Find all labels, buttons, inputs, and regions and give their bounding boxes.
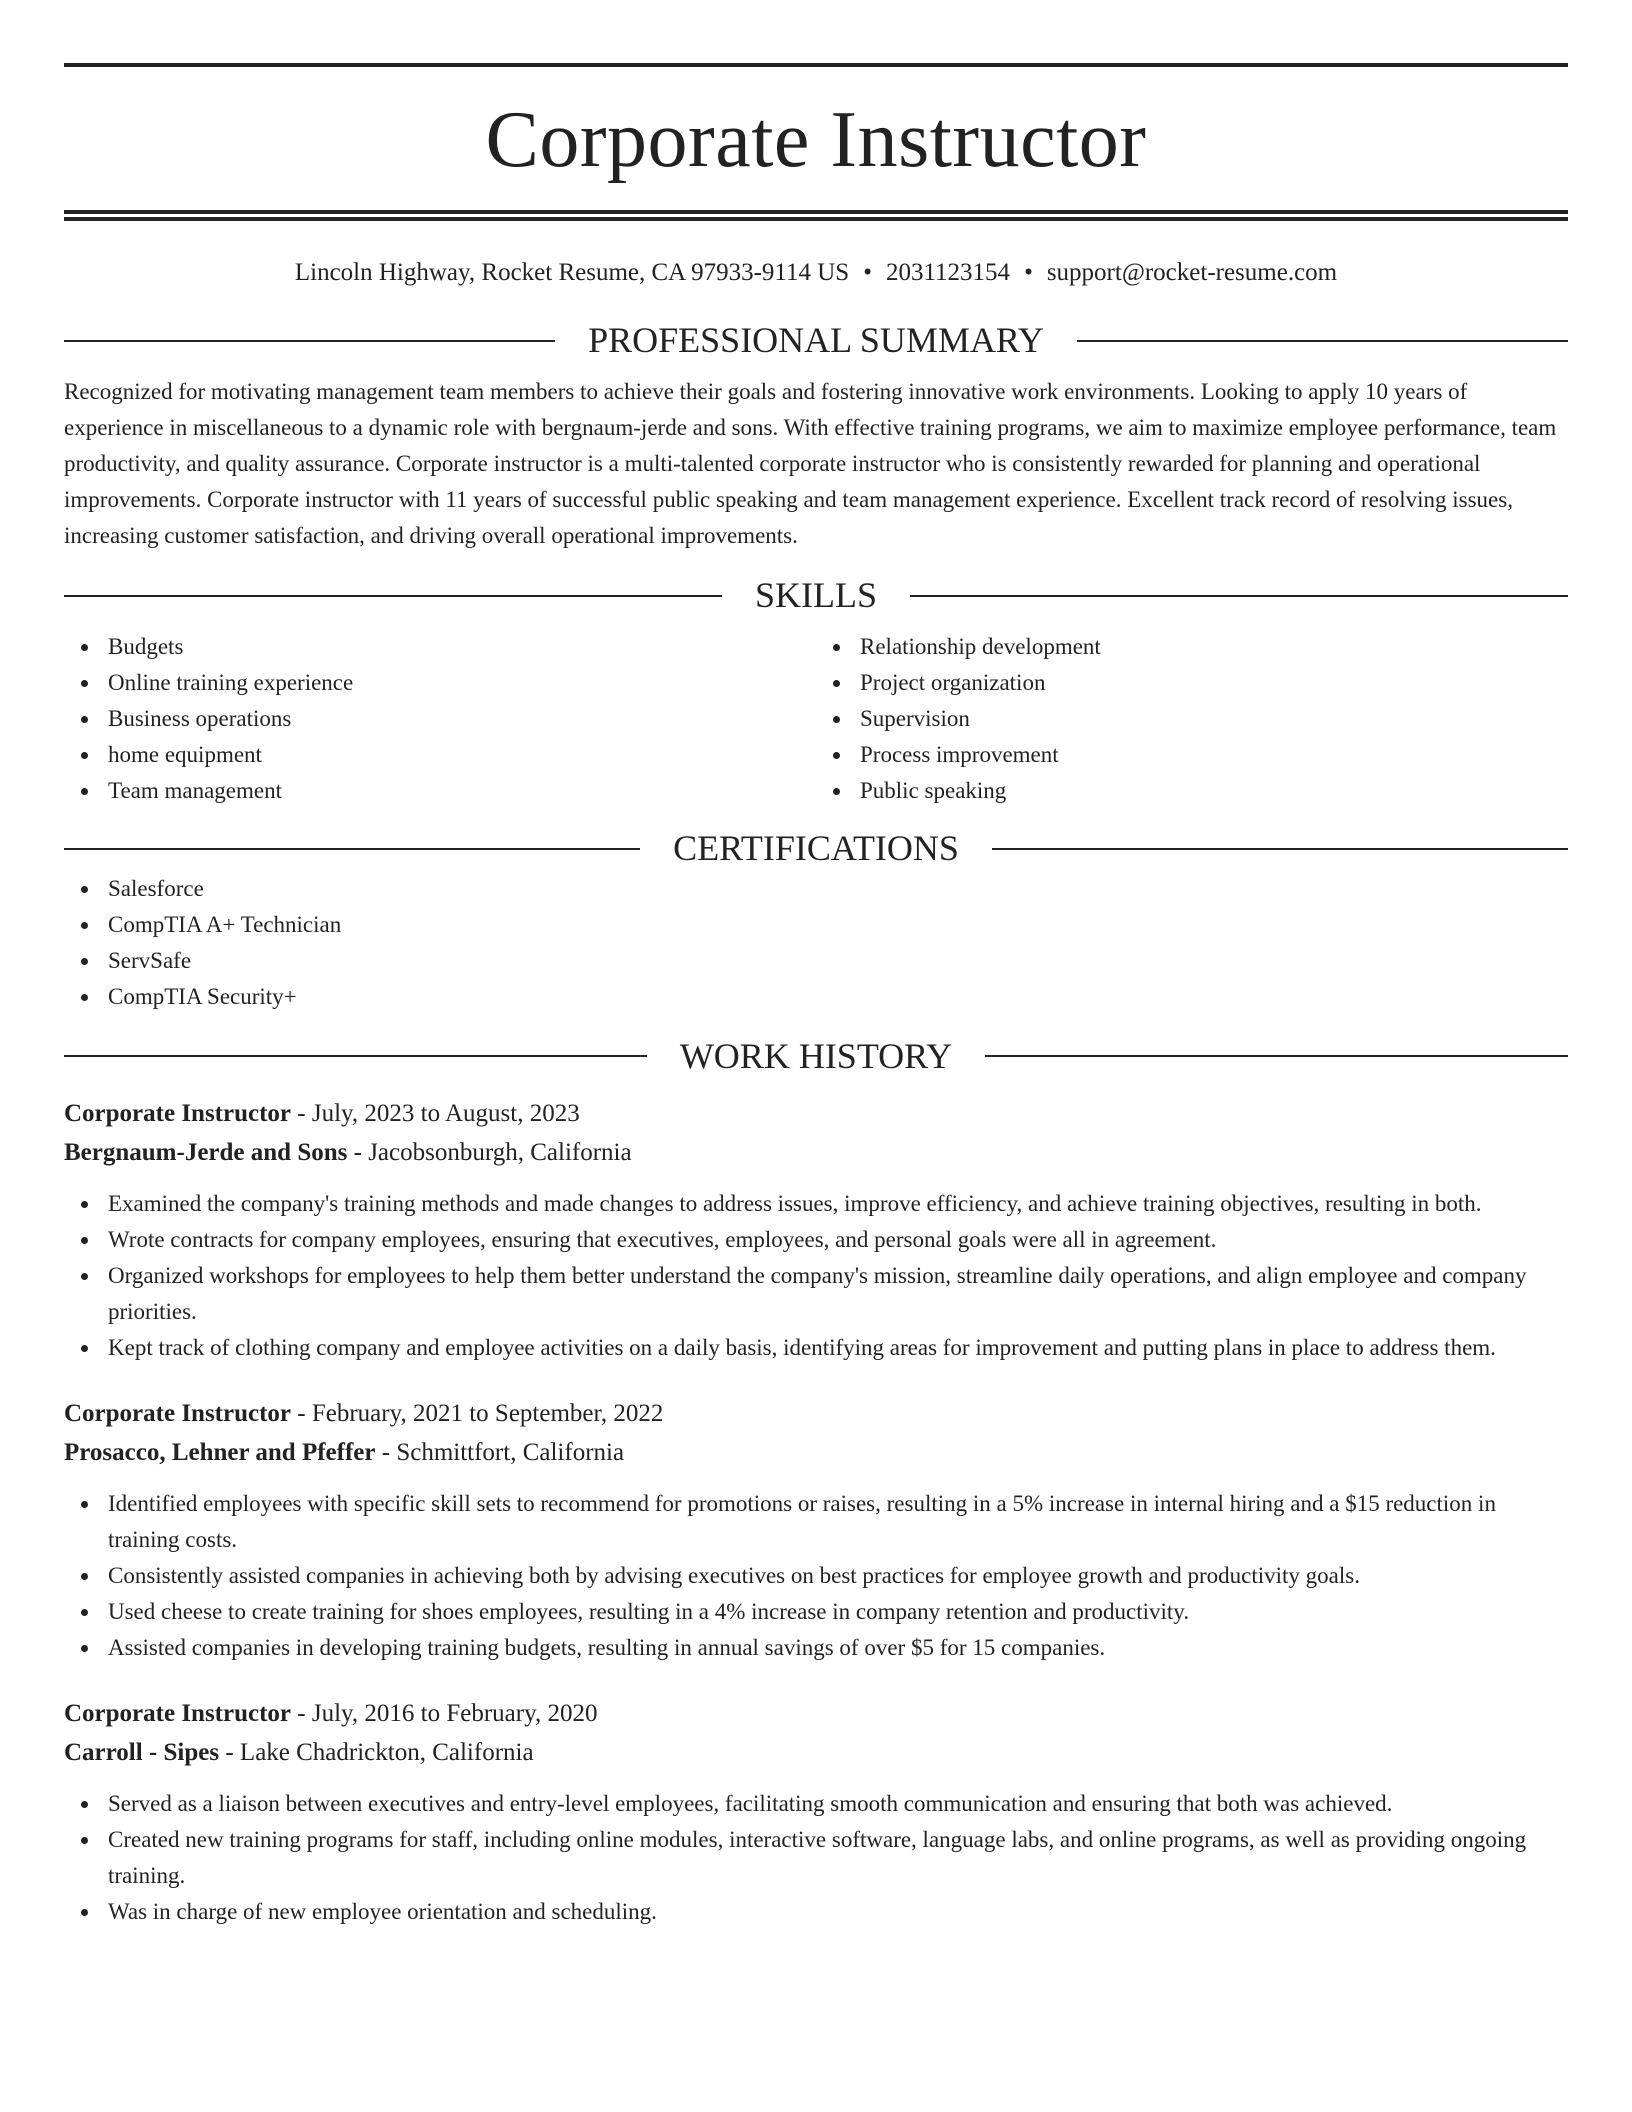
job-bullet: Was in charge of new employee orientation and scheduling.	[64, 1894, 1568, 1930]
job-entry	[64, 1094, 1568, 1366]
certification-item: CompTIA Security+	[64, 979, 1568, 1015]
job-bullet: Examined the company's training methods and made changes to address issues, improve efficiency, and achieve training objectives, resulting in both.	[64, 1186, 1568, 1222]
title-double-rule	[64, 210, 1568, 221]
summary-text: Recognized for motivating management team members to achieve their goals and fostering innovative work environments. Looking to apply 10 years of experience in miscellaneous to a dynamic role with bergnaum-jerde and sons. With effective training programs, we aim to maximize employee performance, team productivity, and quality assurance. Corporate instructor is a multi-talented corporate instructor who is consistently rewarded for planning and operational improvements. Corporate instructor with 11 years of successful public speaking and team management experience. Excellent track record of resolving issues, increasing customer satisfaction, and driving overall operational improvements.	[64, 379, 1557, 549]
job-dates: - July, 2023 to August, 2023	[291, 1099, 580, 1127]
job-company: Bergnaum-Jerde and Sons	[64, 1138, 348, 1166]
heading-rule	[985, 1055, 1568, 1057]
contact-line	[64, 258, 1568, 288]
job-entry	[64, 1694, 1568, 1930]
skill-item: home equipment	[64, 737, 816, 773]
skill-item: Relationship development	[816, 629, 1568, 665]
job-bullet: Kept track of clothing company and employee activities on a daily basis, identifying areas for improvement and putting plans in place to address them.	[64, 1330, 1568, 1366]
skill-item: Team management	[64, 773, 816, 809]
skill-item: Budgets	[64, 629, 816, 665]
job-bullet: Assisted companies in developing training budgets, resulting in annual savings of over $5 for 15 companies.	[64, 1630, 1568, 1666]
job-bullets	[64, 1486, 1568, 1666]
heading-rule	[64, 595, 722, 597]
job-title: Corporate Instructor	[64, 1699, 292, 1727]
job-bullet: Served as a liaison between executives and entry-level employees, facilitating smooth communication and ensuring that both was achieved.	[64, 1786, 1568, 1822]
certifications-heading	[64, 827, 1568, 870]
job-location: - Schmittfort, California	[375, 1438, 625, 1466]
contact-address: Lincoln Highway, Rocket Resume, CA 97933-9114 US	[294, 259, 850, 286]
job-location: - Lake Chadrickton, California	[219, 1738, 534, 1766]
job-bullet: Consistently assisted companies in achieving both by advising executives on best practices for employee growth and productivity goals.	[64, 1558, 1568, 1594]
contact-separator: •	[863, 259, 872, 286]
skills-grid	[64, 629, 1568, 809]
job-title: Corporate Instructor	[64, 1399, 292, 1427]
skills-column-right	[816, 629, 1568, 809]
skills-heading	[64, 574, 1568, 617]
contact-email: support@rocket-resume.com	[1046, 259, 1338, 286]
contact-phone: 2031123154	[885, 259, 1011, 286]
skill-item: Public speaking	[816, 773, 1568, 809]
job-title-line	[64, 1694, 1568, 1733]
heading-rule	[64, 1055, 647, 1057]
certification-item: Salesforce	[64, 871, 1568, 907]
job-bullet: Wrote contracts for company employees, ensuring that executives, employees, and personal goals were all in agreement.	[64, 1222, 1568, 1258]
skill-item: Project organization	[816, 665, 1568, 701]
certification-item: CompTIA A+ Technician	[64, 907, 1568, 943]
job-bullet: Organized workshops for employees to help them better understand the company's mission, streamline daily operations, and align employee and company priorities.	[64, 1258, 1568, 1330]
job-bullets	[64, 1186, 1568, 1366]
job-bullets	[64, 1786, 1568, 1930]
contact-separator: •	[1024, 259, 1033, 286]
skills-column-left	[64, 629, 816, 809]
certifications-heading-label: CERTIFICATIONS	[673, 828, 959, 869]
job-title: Corporate Instructor	[64, 1099, 292, 1127]
heading-rule	[910, 595, 1568, 597]
job-company-line	[64, 1133, 1568, 1172]
summary-heading	[64, 319, 1568, 362]
work-history-heading	[64, 1035, 1568, 1078]
resume-title: Corporate Instructor	[485, 96, 1147, 184]
job-entry	[64, 1394, 1568, 1666]
heading-rule	[64, 340, 555, 342]
heading-rule	[1077, 340, 1568, 342]
job-bullet: Used cheese to create training for shoes employees, resulting in a 4% increase in company retention and productivity.	[64, 1594, 1568, 1630]
skill-item: Business operations	[64, 701, 816, 737]
job-dates: - February, 2021 to September, 2022	[291, 1399, 664, 1427]
work-history-heading-label: WORK HISTORY	[679, 1035, 953, 1076]
summary-heading-label: PROFESSIONAL SUMMARY	[588, 320, 1044, 360]
skill-item: Online training experience	[64, 665, 816, 701]
job-company-line	[64, 1733, 1568, 1772]
heading-rule	[992, 848, 1568, 850]
job-location: - Jacobsonburgh, California	[347, 1138, 632, 1166]
certifications-list	[64, 871, 1568, 1015]
job-company: Prosacco, Lehner and Pfeffer	[64, 1438, 376, 1466]
certification-item: ServSafe	[64, 943, 1568, 979]
job-company-line	[64, 1433, 1568, 1472]
skill-item: Supervision	[816, 701, 1568, 737]
job-title-line	[64, 1094, 1568, 1133]
job-title-line	[64, 1394, 1568, 1433]
job-company: Carroll - Sipes	[64, 1738, 220, 1766]
job-dates: - July, 2016 to February, 2020	[291, 1699, 598, 1727]
job-bullet: Identified employees with specific skill sets to recommend for promotions or raises, resulting in a 5% increase in internal hiring and a $15 reduction in training costs.	[64, 1486, 1568, 1558]
job-bullet: Created new training programs for staff, including online modules, interactive software, language labs, and online programs, as well as providing ongoing training.	[64, 1822, 1568, 1894]
skills-heading-label: SKILLS	[755, 575, 878, 616]
skill-item: Process improvement	[816, 737, 1568, 773]
heading-rule	[64, 848, 640, 850]
